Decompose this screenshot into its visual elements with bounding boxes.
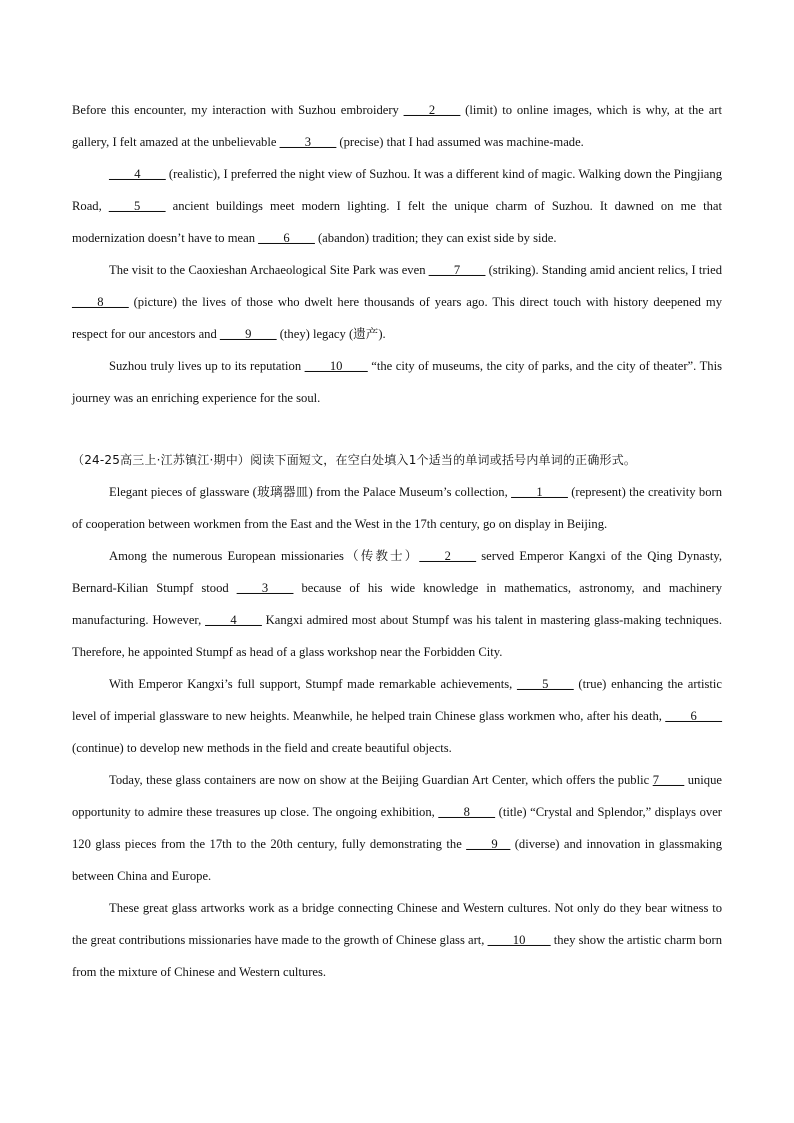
text: ancient buildings meet modern lighting. I felt the unique charm of Suzhou. It dawned on me that modernization doesn’t have to mean [72, 199, 722, 245]
blank-5: ____5____ [516, 677, 574, 691]
text: Elegant pieces of glassware (玻璃器皿) from the Palace Museum’s collection, [109, 485, 512, 499]
paragraph-s2-p5 [72, 892, 722, 988]
text: served Emperor Kangxi of the Qing Dynasty, Bernard-Kilian Stumpf stood [72, 549, 722, 595]
section-gap [72, 414, 722, 444]
text: With Emperor Kangxi’s full support, Stumpf made remarkable achievements, [109, 677, 517, 691]
blank-7: ____7____ [428, 263, 486, 277]
text: These great glass artworks work as a bridge connecting Chinese and Western cultures. Not only do they bear witness to the great contributions missionaries have made to the growth of Chinese glass art, [72, 901, 722, 947]
text: Before this encounter, my interaction with Suzhou embroidery [72, 103, 404, 117]
paragraph-s1-p3 [72, 254, 722, 350]
paragraph-s2-p1 [72, 476, 722, 540]
text: “the city of museums, the city of parks, and the city of theater”. This journey was an enriching experience for the soul. [72, 359, 722, 405]
text: (represent) the creativity born of cooperation between workmen from the East and the West in the 17th century, go on display in Beijing. [72, 485, 722, 531]
text: (true) enhancing the artistic level of imperial glassware to new heights. Meanwhile, he helped train Chinese glass workmen who, after his death, [72, 677, 722, 723]
text: (title) “Crystal and Splendor,” displays over 120 glass pieces from the 17th to the 20th century, fully demonstrating the [72, 805, 722, 851]
blank-3: ____3____ [279, 135, 337, 149]
paragraph-s1-p2 [72, 158, 722, 254]
text: because of his wide knowledge in mathematics, astronomy, and machinery manufacturing. However, [72, 581, 722, 627]
text: Among the numerous European missionaries（传教士） [109, 549, 420, 563]
text: (precise) that I had assumed was machine-made. [336, 135, 584, 149]
text: Today, these glass containers are now on show at the Beijing Guardian Art Center, which offers the public [109, 773, 653, 787]
blank-3: ____3____ [236, 581, 294, 595]
blank-4: ____4____ [205, 613, 262, 627]
document-page [72, 94, 722, 988]
blank-6: ____6____ [665, 709, 722, 723]
text: (picture) the lives of those who dwelt here thousands of years ago. This direct touch with history deepened my respect for our ancestors and [72, 295, 722, 341]
blank-7: 7____ [652, 773, 685, 787]
blank-10: ____10____ [487, 933, 551, 947]
blank-5: ____5____ [108, 199, 166, 213]
text: unique opportunity to admire these treasures up close. The ongoing exhibition, [72, 773, 722, 819]
blank-8: ____8____ [72, 295, 129, 309]
text: they show the artistic charm born from the mixture of Chinese and Western cultures. [72, 933, 722, 979]
paragraph-s2-p4 [72, 764, 722, 892]
text: The visit to the Caoxieshan Archaeological Site Park was even [109, 263, 429, 277]
blank-10: ____10____ [304, 359, 368, 373]
text: Kangxi admired most about Stumpf was his talent in mastering glass-making techniques. Therefore, he appointed Stumpf as head of a glass workshop near the Forbidden City. [72, 613, 722, 659]
paragraph-s1-p1 [72, 94, 722, 158]
paragraph-s2-p2 [72, 540, 722, 668]
blank-1: ____1____ [511, 485, 568, 499]
text: (they) legacy (遗产). [276, 327, 386, 341]
text: (realistic), I preferred the night view of Suzhou. It was a different kind of magic. Walking down the Pingjiang Road, [72, 167, 722, 213]
blank-9: ____9____ [219, 327, 277, 341]
section-heading: （24-25高三上·江苏镇江·期中）阅读下面短文，在空白处填入1个适当的单词或括号内单词的正确形式。 [72, 453, 637, 467]
blank-2: ____2____ [419, 549, 477, 563]
blank-8: ____8____ [438, 805, 496, 819]
text: (abandon) tradition; they can exist side by side. [314, 231, 557, 245]
text: (diverse) and innovation in glassmaking between China and Europe. [72, 837, 722, 883]
text: (striking). Standing amid ancient relics, I tried [485, 263, 722, 277]
blank-9: ____9__ [466, 837, 511, 851]
paragraph-s2-p3 [72, 668, 722, 764]
blank-4: ____4____ [109, 167, 166, 181]
blank-6: ____6____ [258, 231, 315, 245]
text: (limit) to online images, which is why, at the art gallery, I felt amazed at the unbelievable [72, 103, 722, 149]
blank-2: ____2____ [403, 103, 461, 117]
text: Suzhou truly lives up to its reputation [109, 359, 305, 373]
paragraph-s1-p4 [72, 350, 722, 414]
text: (continue) to develop new methods in the field and create beautiful objects. [72, 741, 452, 755]
